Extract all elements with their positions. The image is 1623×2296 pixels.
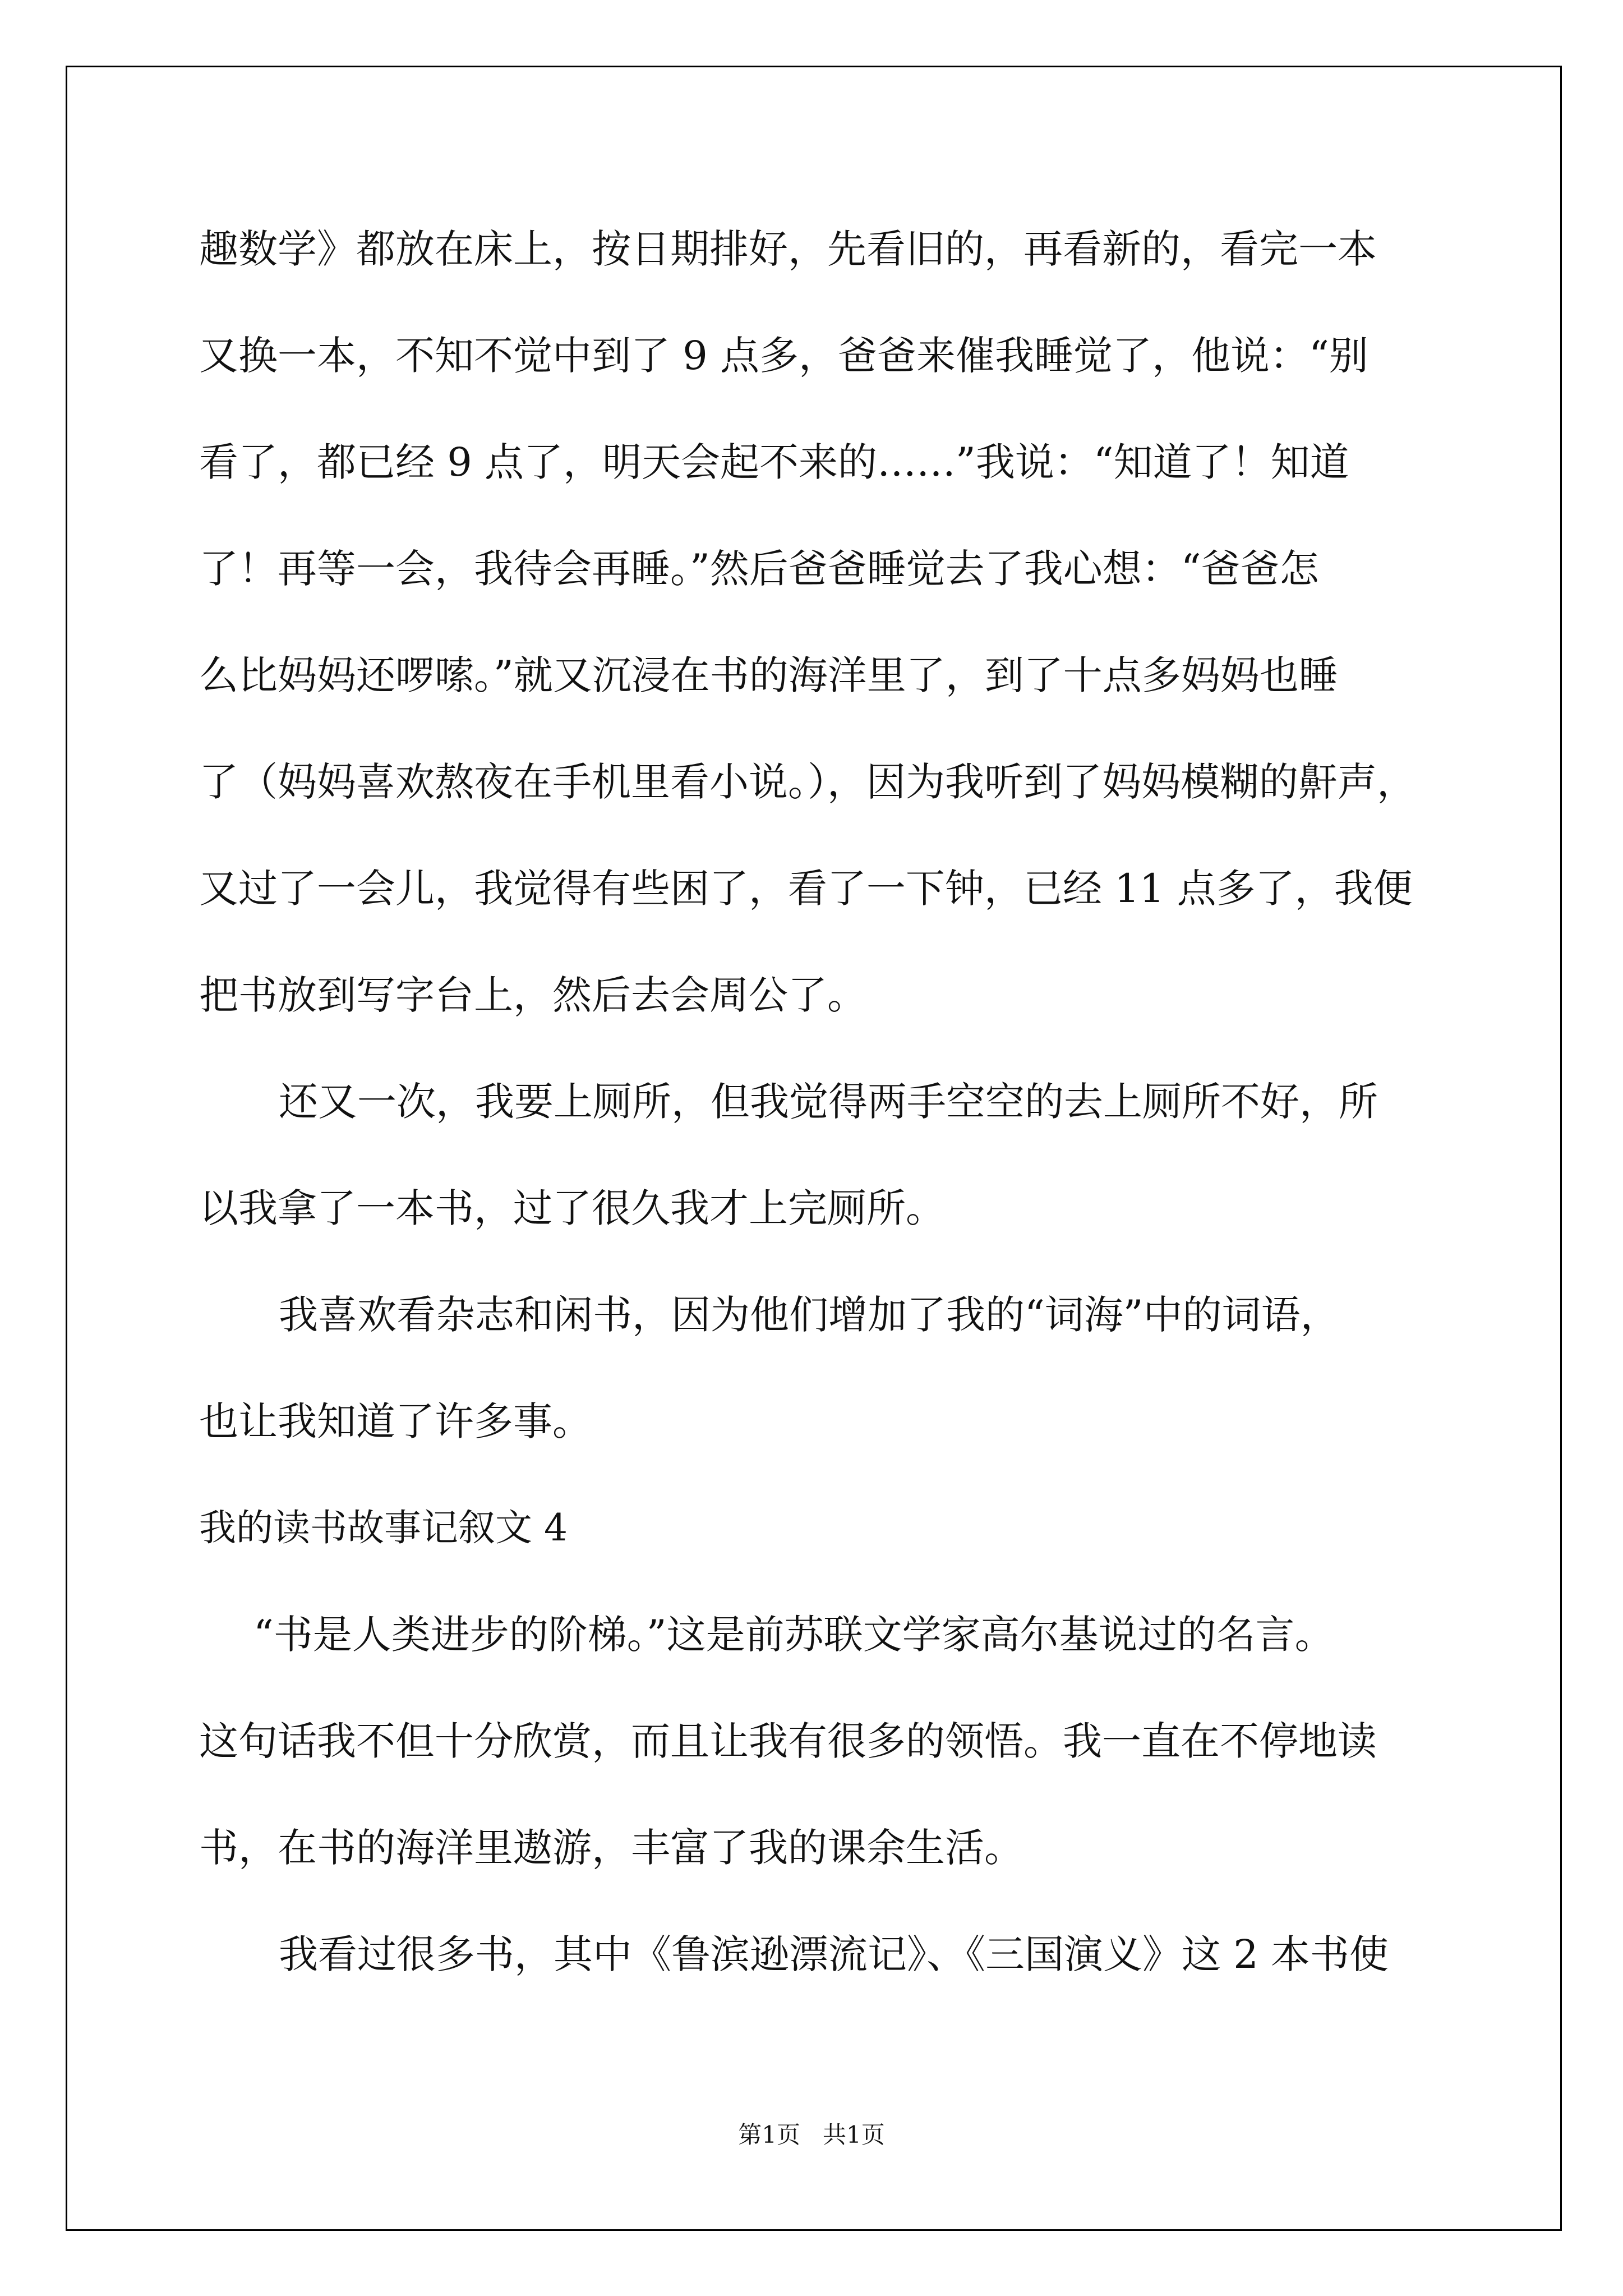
paragraph-start-line: 还又一次，我要上厕所，但我觉得两手空空的去上厕所不好，所	[279, 1079, 1378, 1125]
page-border	[66, 66, 1562, 2231]
text-line: 么比妈妈还啰嗦。”就又沉浸在书的海洋里了，到了十点多妈妈也睡	[199, 652, 1338, 698]
text-line: 以我拿了一本书，过了很久我才上完厕所。	[199, 1185, 945, 1231]
text-line: 也让我知道了许多事。	[199, 1398, 592, 1444]
text-line: 这句话我不但十分欣赏，而且让我有很多的领悟。我一直在不停地读	[199, 1718, 1377, 1764]
text-line: 把书放到写字台上，然后去会周公了。	[199, 972, 866, 1018]
text-line: 了（妈妈喜欢熬夜在手机里看小说。），因为我听到了妈妈模糊的鼾声，	[199, 759, 1416, 805]
text-line: 看了，都已经 9 点了，明天会起不来的……”我说：“知道了！知道	[199, 439, 1349, 485]
text-line: 书，在书的海洋里遨游，丰富了我的课余生活。	[199, 1825, 1023, 1871]
text-line: 了！再等一会，我待会再睡。”然后爸爸睡觉去了我心想：“爸爸怎	[199, 546, 1319, 592]
text-line: 趣数学》都放在床上，按日期排好，先看旧的，再看新的，看完一本	[199, 226, 1377, 272]
paragraph-start-line: 我看过很多书，其中《鲁滨逊漂流记》、《三国演义》这 2 本书使	[279, 1931, 1389, 1977]
section-heading: 我的读书故事记叙文 4	[199, 1506, 568, 1549]
page-footer: 第1页 共1页	[738, 2121, 885, 2148]
paragraph-start-line: 我喜欢看杂志和闲书，因为他们增加了我的“词海”中的词语，	[279, 1292, 1340, 1338]
text-line: 又换一本，不知不觉中到了 9 点多，爸爸来催我睡觉了，他说：“别	[199, 333, 1368, 379]
text-line: 又过了一会儿，我觉得有些困了，看了一下钟，已经 11 点多了，我便	[199, 866, 1413, 912]
paragraph-start-line: “书是人类进步的阶梯。”这是前苏联文学家高尔基说过的名言。	[253, 1612, 1334, 1658]
